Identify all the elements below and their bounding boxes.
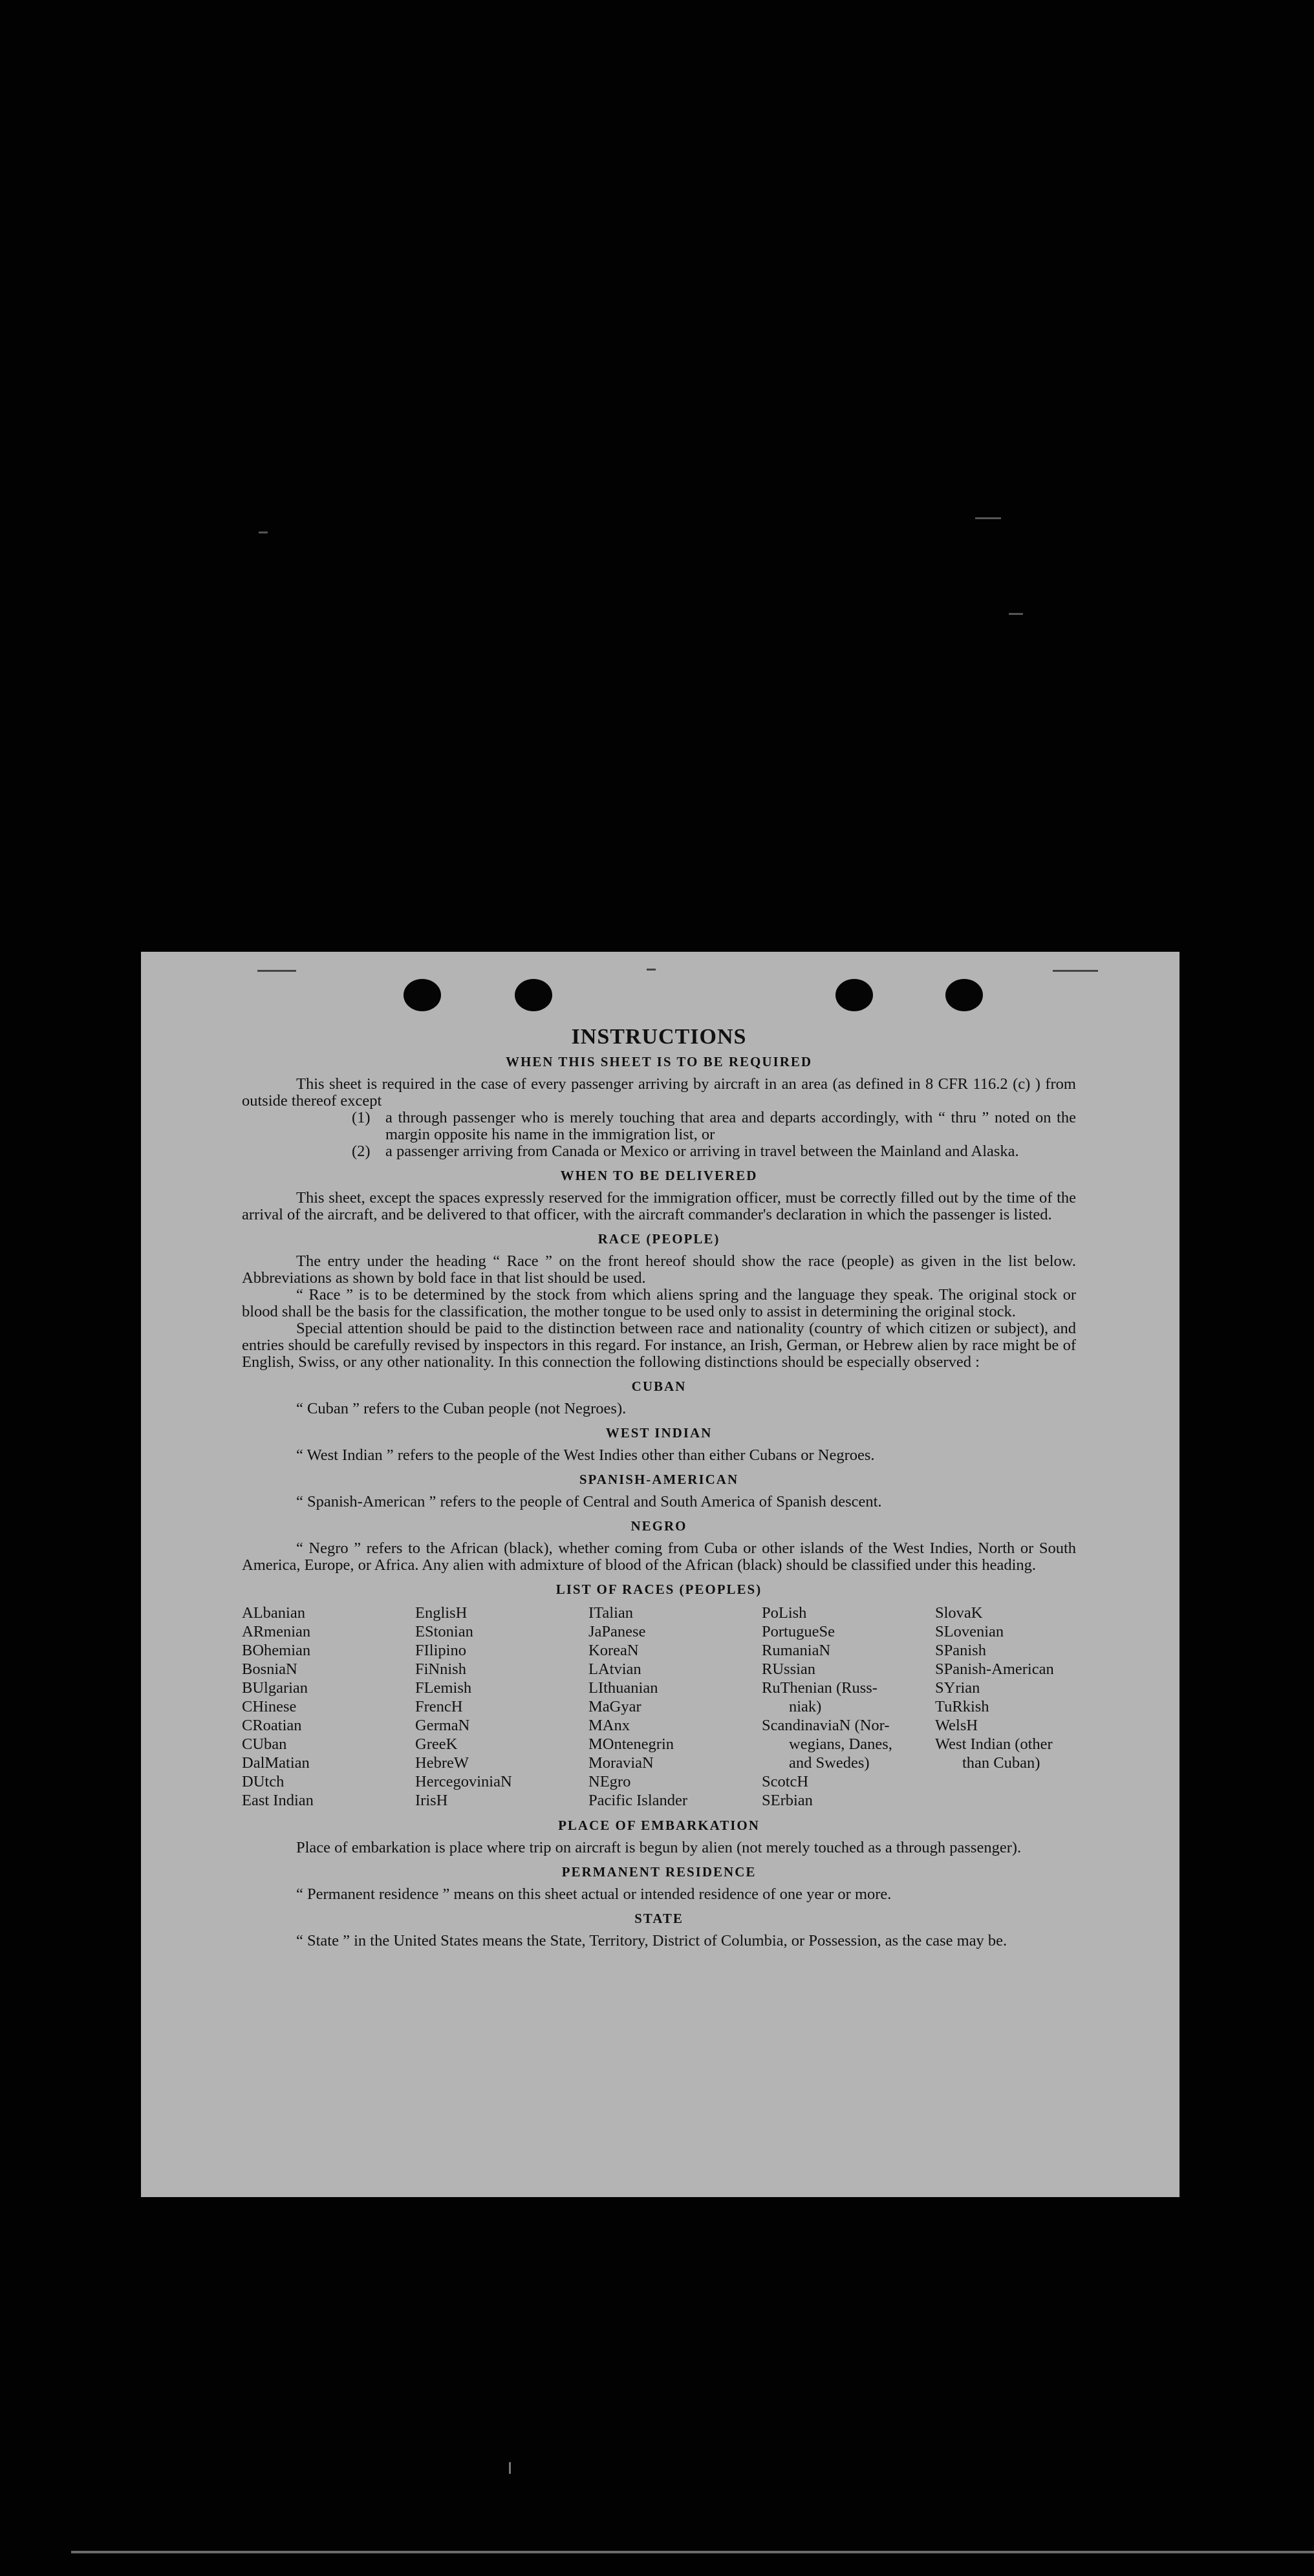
- race-item: DalMatian: [242, 1754, 310, 1772]
- race-item: MAnx: [588, 1717, 630, 1734]
- section-heading: WEST INDIAN: [605, 1425, 713, 1441]
- punch-hole: [835, 979, 873, 1011]
- race-item-continued: wegians, Danes,: [789, 1735, 892, 1753]
- race-item: EStonian: [415, 1623, 473, 1640]
- paragraph: “ State ” in the United States means the State, Territory, District of Columbia, or Possession, as the case may be.: [296, 1932, 1007, 1949]
- section-heading: RACE (PEOPLE): [598, 1231, 720, 1247]
- race-item: MoraviaN: [588, 1754, 654, 1772]
- race-item: SlovaK: [935, 1604, 983, 1622]
- scan-mark: [1053, 970, 1098, 972]
- race-item: FrencH: [415, 1698, 463, 1715]
- race-item-continued: than Cuban): [962, 1754, 1040, 1772]
- race-item: PoLish: [762, 1604, 807, 1622]
- scan-mark: [647, 969, 656, 971]
- instructions-content: [242, 1025, 1076, 1949]
- race-item-continued: niak): [789, 1698, 822, 1715]
- races-column: [588, 1604, 762, 1810]
- section-heading: STATE: [634, 1911, 684, 1926]
- list-item: [352, 1143, 1076, 1160]
- race-item: WelsH: [935, 1717, 978, 1734]
- race-item: NEgro: [588, 1773, 631, 1790]
- list-number: (1): [352, 1109, 371, 1126]
- definition: “ Spanish-American ” refers to the people of Central and South America of Spanish descent.: [296, 1493, 882, 1510]
- race-item: FLemish: [415, 1679, 472, 1697]
- race-item: MaGyar: [588, 1698, 641, 1715]
- punch-hole: [515, 979, 552, 1011]
- race-item: SPanish: [935, 1642, 986, 1659]
- section-heading: SPANISH-AMERICAN: [579, 1472, 739, 1487]
- races-column: [762, 1604, 935, 1810]
- paragraph: “ Race ” is to be determined by the stock from which aliens spring and the language they speak. The original stock or blood shall be the basis for the classification, the mother tongue to be used only to assist in determining the original stock.: [242, 1286, 1076, 1320]
- scan-mark: [257, 970, 296, 972]
- race-item: CHinese: [242, 1698, 297, 1715]
- races-column: [242, 1604, 415, 1810]
- races-heading: LIST OF RACES (PEOPLES): [555, 1582, 762, 1597]
- race-item: SLovenian: [935, 1623, 1004, 1640]
- definition: “ West Indian ” refers to the people of the West Indies other than either Cubans or Negroes.: [296, 1446, 875, 1464]
- race-item: BosniaN: [242, 1660, 297, 1678]
- races-column: [415, 1604, 588, 1810]
- definition: “ Cuban ” refers to the Cuban people (not Negroes).: [296, 1400, 627, 1417]
- race-item: GreeK: [415, 1735, 458, 1753]
- race-item: FiNnish: [415, 1660, 466, 1678]
- race-item: EnglisH: [415, 1604, 468, 1622]
- page-title: INSTRUCTIONS: [571, 1025, 747, 1049]
- section-heading: CUBAN: [631, 1379, 687, 1394]
- punch-hole: [945, 979, 983, 1011]
- scan-mark: [509, 2462, 511, 2474]
- race-item: ITalian: [588, 1604, 634, 1622]
- list-text: a passenger arriving from Canada or Mexico or arriving in travel between the Mainland and Alaska.: [385, 1143, 1019, 1160]
- race-item: JaPanese: [588, 1623, 646, 1640]
- race-item: IrisH: [415, 1792, 448, 1809]
- definition: “ Permanent residence ” means on this sheet actual or intended residence of one year or more.: [296, 1885, 892, 1903]
- race-item: MOntenegrin: [588, 1735, 674, 1753]
- list-item: [352, 1110, 1076, 1143]
- instruction-sheet: [141, 952, 1179, 2197]
- races-column: [935, 1604, 1097, 1810]
- paragraph: Place of embarkation is place where trip on aircraft is begun by alien (not merely touched as a through passenger).: [296, 1839, 1022, 1856]
- scan-edge-line: [71, 2551, 1314, 2553]
- race-item: SYrian: [935, 1679, 980, 1697]
- race-item: DUtch: [242, 1773, 285, 1790]
- race-item: ARmenian: [242, 1623, 311, 1640]
- race-item: Pacific Islander: [588, 1792, 688, 1809]
- race-item: HercegoviniaN: [415, 1773, 512, 1790]
- race-item: LAtvian: [588, 1660, 641, 1678]
- list-text: a through passenger who is merely touching that area and departs accordingly, with “ thru ” noted on the margin opposite his name in the immigration list, or: [385, 1109, 1076, 1143]
- section-heading: PLACE OF EMBARKATION: [558, 1818, 760, 1833]
- paragraph: The entry under the heading “ Race ” on the front hereof should show the race (people) as given in the list below. Abbreviations as shown by bold face in that list should be used.: [242, 1252, 1076, 1287]
- race-item: ALbanian: [242, 1604, 305, 1622]
- races-list: [242, 1604, 1076, 1810]
- race-item: ScotcH: [762, 1773, 809, 1790]
- race-item: BUlgarian: [242, 1679, 308, 1697]
- list-number: (2): [352, 1143, 371, 1160]
- section-heading: PERMANENT RESIDENCE: [561, 1864, 757, 1880]
- paragraph: “ Negro ” refers to the African (black), whether coming from Cuba or other islands of the West Indies, North or South America, Europe, or Africa. Any alien with admixture of blood of the African (black) should be classified under this heading.: [242, 1540, 1076, 1574]
- race-item: CUban: [242, 1735, 287, 1753]
- race-item: PortugueSe: [762, 1623, 835, 1640]
- race-item: RuThenian (Russ-: [762, 1679, 878, 1697]
- paragraph: Special attention should be paid to the distinction between race and nationality (country of which citizen or subject), and entries should be carefully revised by inspectors in this regard. For instance, an Irish, German, or Hebrew alien by race might be of English, Swiss, or any other nationality. In this connection the following distinctions should be especially observed :: [242, 1320, 1076, 1371]
- race-item-continued: and Swedes): [789, 1754, 870, 1772]
- race-item: FIlipino: [415, 1642, 466, 1659]
- race-item: HebreW: [415, 1754, 469, 1772]
- race-item: East Indian: [242, 1792, 314, 1809]
- race-item: GermaN: [415, 1717, 470, 1734]
- race-item: RUssian: [762, 1660, 816, 1678]
- race-item: RumaniaN: [762, 1642, 831, 1659]
- paragraph: This sheet, except the spaces expressly reserved for the immigration officer, must be correctly filled out by the time of the arrival of the aircraft, and be delivered to that officer, with the aircraft commander's declaration in which the passenger is listed.: [242, 1189, 1076, 1223]
- race-item: SErbian: [762, 1792, 813, 1809]
- race-item: West Indian (other: [935, 1735, 1053, 1753]
- section-heading: WHEN THIS SHEET IS TO BE REQUIRED: [505, 1054, 813, 1069]
- race-item: KoreaN: [588, 1642, 639, 1659]
- race-item: TuRkish: [935, 1698, 989, 1715]
- paragraph: This sheet is required in the case of every passenger arriving by aircraft in an area (as defined in 8 CFR 116.2 (c) ) from outside thereof except: [242, 1075, 1076, 1110]
- punch-hole: [404, 979, 441, 1011]
- race-item: LIthuanian: [588, 1679, 658, 1697]
- race-item: BOhemian: [242, 1642, 311, 1659]
- race-item: SPanish-American: [935, 1660, 1054, 1678]
- race-item: CRoatian: [242, 1717, 302, 1734]
- section-heading: NEGRO: [630, 1518, 687, 1534]
- section-heading: WHEN TO BE DELIVERED: [560, 1168, 758, 1183]
- race-item: ScandinaviaN (Nor-: [762, 1717, 890, 1734]
